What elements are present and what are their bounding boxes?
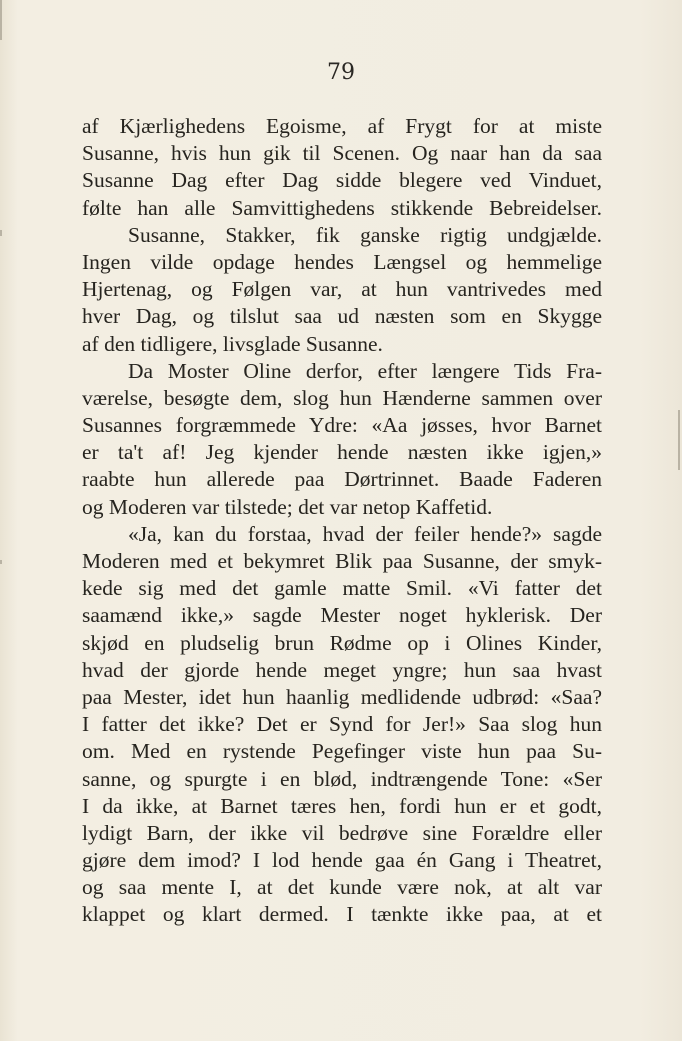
- text-line: hver Dag, og tilslut saa ud næsten som en Skygge: [82, 304, 602, 329]
- text-line: følte han alle Samvittighedens stikkende Bebreidelser.: [82, 195, 602, 220]
- text-line: og Moderen var tilstede; det var netop Kaffetid.: [82, 494, 493, 519]
- text-line: saamænd ikke,» sagde Mester noget hyklerisk. Der: [82, 603, 602, 628]
- text-line: om. Med en rystende Pegefinger viste hun paa Su-: [82, 739, 602, 764]
- text-line: klappet og klart dermed. I tænkte ikke paa, at et: [82, 902, 602, 927]
- text-line: er ta't af! Jeg kjender hende næsten ikke igjen,»: [82, 440, 602, 465]
- text-line: Da Moster Oline derfor, efter længere Tids Fra-: [128, 358, 602, 383]
- text-line: Susanne, Stakker, fik ganske rigtig undgjælde.: [128, 222, 602, 247]
- text-line: raabte hun allerede paa Dørtrinnet. Baade Faderen: [82, 467, 602, 492]
- text-line: paa Mester, idet hun haanlig medlidende udbrød: «Saa?: [82, 684, 602, 709]
- margin-mark: [0, 230, 2, 236]
- text-line: Hjertenag, og Følgen var, at hun vantrivedes med: [82, 277, 602, 302]
- text-line: «Ja, kan du forstaa, hvad der feiler hende?» sagde: [128, 521, 602, 546]
- margin-mark: [0, 0, 2, 40]
- margin-mark: [678, 410, 680, 470]
- body-text: [82, 113, 602, 929]
- text-line: lydigt Barn, der ikke vil bedrøve sine Forældre eller: [82, 820, 602, 845]
- text-line: Susanne, hvis hun gik til Scenen. Og naar han da saa: [82, 141, 602, 166]
- text-line: Susannes forgræmmede Ydre: «Aa jøsses, hvor Barnet: [82, 413, 602, 438]
- text-line: af den tidligere, livsglade Susanne.: [82, 331, 383, 356]
- text-line: Ingen vilde opdage hendes Længsel og hemmelige: [82, 249, 602, 274]
- margin-mark: [0, 560, 2, 564]
- text-line: af Kjærlighedens Egoisme, af Frygt for at miste: [82, 114, 602, 138]
- text-line: hvad der gjorde hende meget yngre; hun saa hvast: [82, 657, 602, 682]
- text-line: Susanne Dag efter Dag sidde blegere ved Vinduet,: [82, 168, 602, 193]
- text-line: skjød en pludselig brun Rødme op i Olines Kinder,: [82, 630, 602, 655]
- text-line: gjøre dem imod? I lod hende gaa én Gang i Theatret,: [82, 848, 602, 873]
- text-line: kede sig med det gamle matte Smil. «Vi fatter det: [82, 576, 602, 601]
- text-line: værelse, besøgte dem, slog hun Hænderne sammen over: [82, 385, 602, 410]
- page-number: 79: [327, 60, 355, 85]
- text-line: og saa mente I, at det kunde være nok, at alt var: [82, 875, 602, 900]
- text-line: sanne, og spurgte i en blød, indtrængende Tone: «Ser: [82, 766, 602, 791]
- text-line: I da ikke, at Barnet tæres hen, fordi hun er et godt,: [82, 793, 602, 818]
- text-line: Moderen med et bekymret Blik paa Susanne, der smyk-: [82, 549, 602, 573]
- text-line: I fatter det ikke? Det er Synd for Jer!» Saa slog hun: [82, 712, 602, 737]
